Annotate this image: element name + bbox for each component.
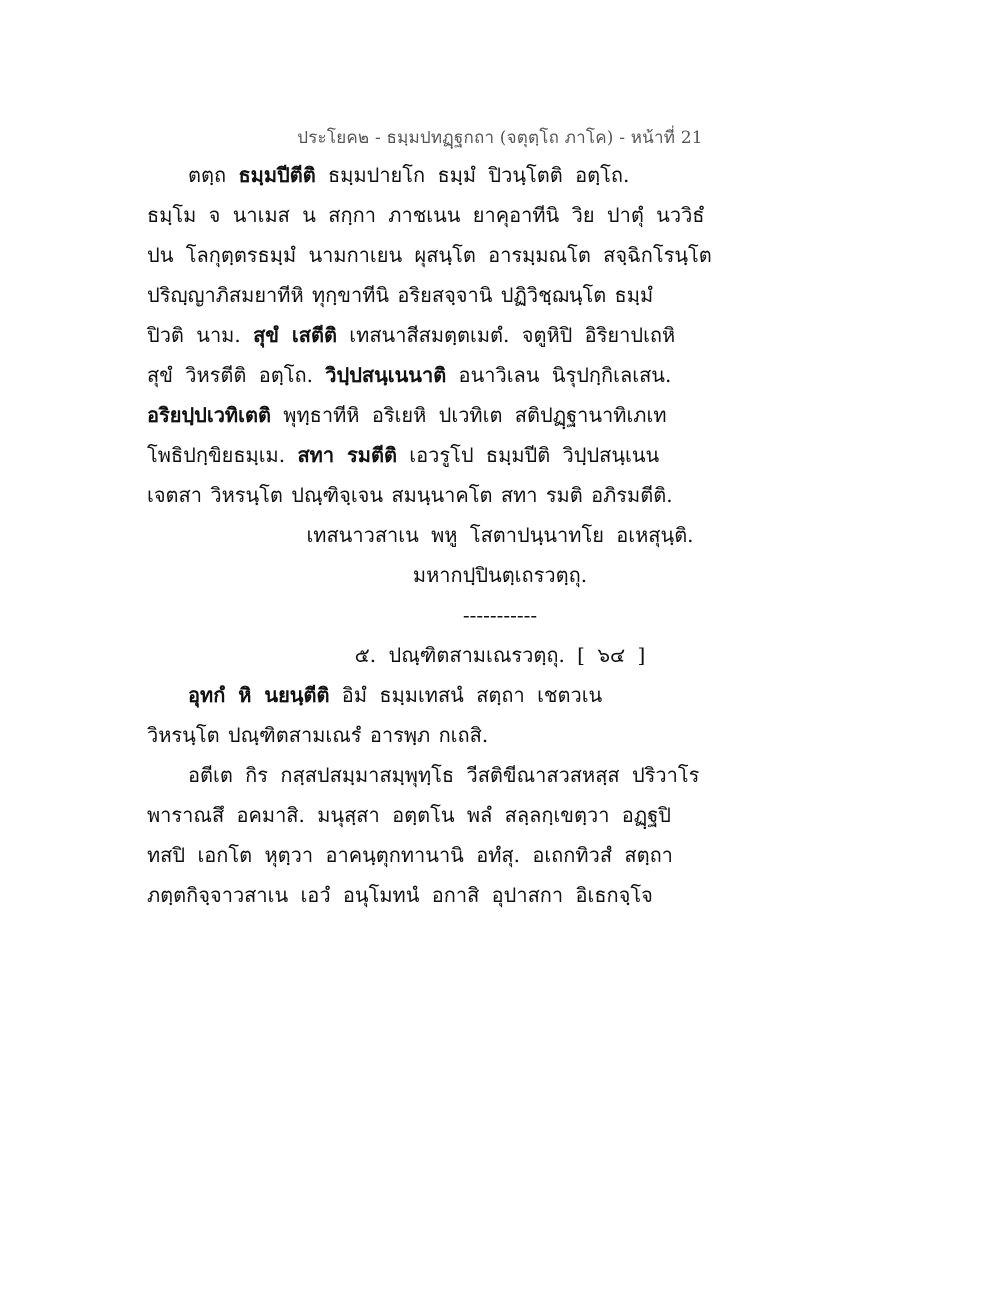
section-divider: ----------- bbox=[462, 603, 538, 627]
text-line: วิหรนฺโต ปณฺฑิตสามเณรํ อารพฺภ กเถสิ. bbox=[147, 723, 489, 747]
text-line: อุทกํ หิ นยนฺตีติ อิมํ ธมฺมเทสนํ สตฺถา เชตวเน bbox=[188, 683, 603, 707]
story-title: มหากปฺปินตฺเถรวตฺถุ. bbox=[412, 563, 588, 587]
text-line: ธมฺโม จ นาเมส น สกฺกา ภาชเนน ยาคุอาทีนิ วิย ปาตุํ นววิธํ bbox=[147, 203, 705, 227]
text-line-centered: เทสนาวสาเน พหู โสตาปนฺนาทโย อเหสุนฺติ. bbox=[306, 523, 694, 547]
text-line: ปิวติ นาม. สุขํ เสตีติ เทสนาสีสมตฺตเมตํ. จตูหิปิ อิริยาปเถหิ bbox=[147, 323, 676, 347]
text-line: อริยปฺปเวทิเตติ พุทฺธาทีหิ อริเยหิ ปเวทิเต สติปฏฺฐานาทิเภเท bbox=[147, 403, 667, 427]
text-line: ตตฺถ ธมฺมปีตีติ ธมฺมปายโก ธมฺมํ ปิวนฺโตติ อตฺโถ. bbox=[188, 163, 630, 187]
text-line: โพธิปกฺขิยธมฺเม. สทา รมตีติ เอวรูโป ธมฺมปีติ วิปฺปสนฺเนน bbox=[147, 443, 660, 467]
text-line: อตีเต กิร กสฺสปสมฺมาสมฺพุทฺโธ วีสติขีณาสวสหสฺส ปริวาโร bbox=[188, 763, 700, 787]
page-header-text: ประโยค๒ - ธมฺมปทฏฺฐกถา (จตุตฺโถ ภาโค) - หน้าที่ 21 bbox=[297, 128, 703, 148]
text-line: เจตสา วิหรนฺโต ปณฺฑิจฺเจน สมนฺนาคโต สทา รมติ อภิรมตีติ. bbox=[147, 483, 673, 507]
text-line: พาราณสึ อคมาสิ. มนุสฺสา อตฺตโน พลํ สลฺลกฺเขตฺวา อฏฺฐปิ bbox=[147, 803, 671, 827]
text-line: ปริญฺญาภิสมยาทีหิ ทุกฺขาทีนิ อริยสจฺจานิ ปฏิวิชฺฌนฺโต ธมฺมํ bbox=[147, 283, 654, 307]
text-line: ภตฺตกิจฺจาวสาเน เอวํ อนุโมทนํ อกาสิ อุปาสกา อิเธกจฺโจ bbox=[147, 883, 653, 907]
text-line: สุขํ วิหรตีติ อตฺโถ. วิปฺปสนฺเนนาติ อนาวิเลน นิรุปกฺกิเลเสน. bbox=[147, 363, 672, 387]
page-header bbox=[0, 124, 1000, 151]
section-heading: ๕. ปณฺฑิตสามเณรวตฺถุ. [ ๖๔ ] bbox=[354, 643, 646, 667]
text-line: ทสปิ เอกโต หุตฺวา อาคนฺตุกทานานิ อทํสุ. อเถกทิวสํ สตฺถา bbox=[147, 843, 673, 867]
text-line: ปน โลกุตฺตรธมฺมํ นามกาเยน ผุสนฺโต อารมฺมณโต สจฺฉิกโรนฺโต bbox=[147, 243, 712, 267]
